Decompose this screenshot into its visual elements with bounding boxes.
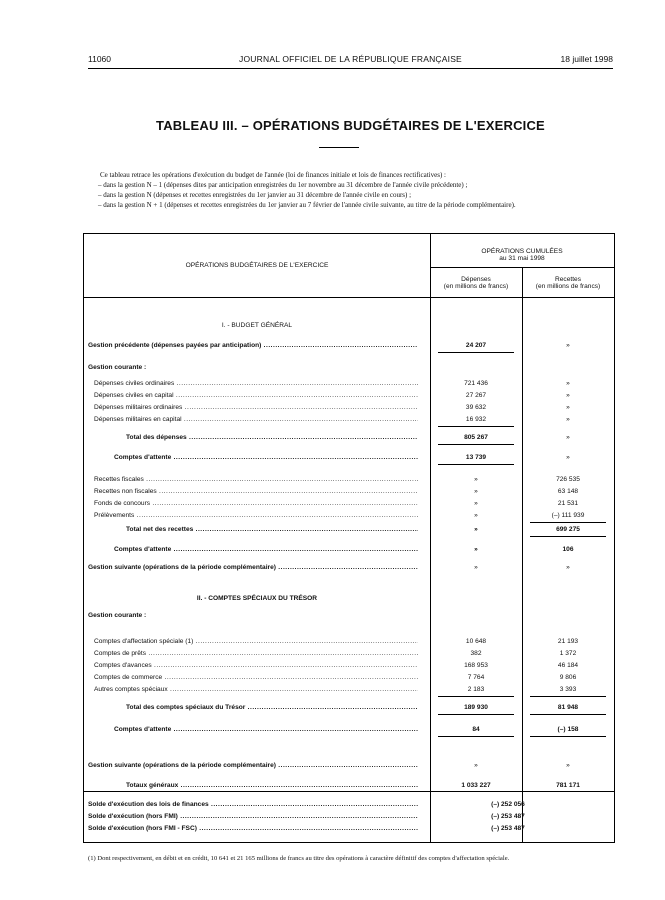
cell-solde: (–) 253 487 [491, 813, 525, 820]
cell-recettes: » [566, 342, 570, 349]
row-label: Gestion suivante (opérations de la période complémentaire) ..... [88, 762, 418, 770]
cell-recettes: 106 [562, 546, 574, 553]
cell-depenses: » [474, 488, 478, 495]
underline [438, 696, 514, 697]
row-label: Comptes de commerce ..... [94, 674, 418, 682]
cell-depenses: » [474, 564, 478, 571]
row-label: Comptes d'attente ..... [114, 726, 418, 734]
row-label: Comptes d'attente ..... [114, 454, 418, 462]
title-rule [319, 147, 359, 148]
cell-depenses: 721 436 [464, 380, 488, 387]
underline [438, 714, 514, 715]
row-label: Comptes d'attente ..... [114, 546, 418, 554]
underline [438, 464, 514, 465]
cell-recettes: » [566, 564, 570, 571]
intro-item: – dans la gestion N – 1 (dépenses dites par anticipation enregistrées du 1er novembre au 31 décembre de l'année civile précédente) ; [98, 181, 468, 189]
column-divider [522, 268, 523, 842]
cell-recettes: » [566, 404, 570, 411]
cell-depenses: 189 930 [464, 704, 488, 711]
cell-recettes: (–) 111 939 [551, 512, 585, 519]
cell-recettes: 1 372 [559, 650, 577, 657]
col-header-recettes-unit: (en millions de francs) [535, 283, 601, 290]
cell-recettes: 81 948 [557, 704, 579, 711]
col-header-depenses-unit: (en millions de francs) [443, 283, 509, 290]
cell-depenses: 805 267 [464, 434, 488, 441]
footnote: (1) Dont respectivement, en débit et en crédit, 10 641 et 21 165 millions de francs au titre des opérations à caractère définitif des comptes d'affectation spéciale. [88, 855, 510, 862]
totals-rule [84, 791, 614, 792]
intro-item: – dans la gestion N + 1 (dépenses et recettes enregistrées du 1er janvier au 7 février de l'année civile suivante, au titre de la période complémentaire). [98, 201, 516, 209]
cell-recettes: » [566, 454, 570, 461]
col-header-depenses: Dépenses [461, 276, 491, 283]
cell-recettes: 781 171 [556, 782, 580, 789]
underline [530, 736, 606, 737]
row-label: Totaux généraux ..... [126, 782, 418, 790]
section-title: II. - COMPTES SPÉCIAUX DU TRÉSOR [196, 595, 318, 602]
underline [438, 736, 514, 737]
col-header-group: OPÉRATIONS CUMULÉES [481, 248, 563, 255]
page-title: TABLEAU III. – OPÉRATIONS BUDGÉTAIRES DE L'EXERCICE [156, 118, 545, 133]
row-label: Total des comptes spéciaux du Trésor ..... [126, 704, 418, 712]
journal-title: JOURNAL OFFICIEL DE LA RÉPUBLIQUE FRANÇAISE [239, 54, 462, 64]
underline [530, 696, 606, 697]
row-label: Fonds de concours ..... [94, 500, 418, 508]
row-label: Comptes d'affectation spéciale (1) ..... [94, 638, 418, 646]
cell-recettes: 726 535 [556, 476, 580, 483]
cell-depenses: » [474, 526, 478, 533]
row-label: Gestion courante : [88, 612, 147, 619]
issue-date: 18 juillet 1998 [560, 54, 613, 64]
cell-recettes: 9 806 [559, 674, 577, 681]
cell-recettes: » [566, 380, 570, 387]
row-label: Solde d'exécution (hors FMI - FSC) ..... [88, 825, 418, 833]
cell-solde: (–) 252 056 [491, 801, 525, 808]
cell-recettes: 21 531 [557, 500, 579, 507]
header-divider [430, 267, 614, 268]
page-number: 11060 [88, 54, 112, 64]
underline [530, 536, 606, 537]
cell-depenses: 16 932 [465, 416, 487, 423]
cell-recettes: 63 148 [557, 488, 579, 495]
underline [530, 714, 606, 715]
underline [438, 426, 514, 427]
cell-depenses: 24 207 [465, 342, 487, 349]
cell-depenses: » [474, 546, 478, 553]
row-label: Gestion suivante (opérations de la période complémentaire) ..... [88, 564, 418, 572]
cell-recettes: » [566, 434, 570, 441]
section-title: I. - BUDGET GÉNÉRAL [221, 322, 293, 329]
row-label: Total des dépenses ..... [126, 434, 418, 442]
cell-recettes: » [566, 416, 570, 423]
row-label: Recettes fiscales ..... [94, 476, 418, 484]
cell-depenses: » [474, 512, 478, 519]
row-label: Solde d'exécution (hors FMI) ..... [88, 813, 418, 821]
row-label: Prélèvements ..... [94, 512, 418, 520]
cell-depenses: » [474, 500, 478, 507]
underline [438, 444, 514, 445]
row-label: Dépenses civiles en capital ..... [94, 392, 418, 400]
cell-solde: (–) 253 487 [491, 825, 525, 832]
cell-recettes: 3 393 [559, 686, 577, 693]
row-label: Gestion précédente (dépenses payées par anticipation) ..... [88, 342, 418, 350]
cell-depenses: 7 764 [467, 674, 485, 681]
intro-lead: Ce tableau retrace les opérations d'exécution du budget de l'année (loi de finances initiale et lois de finances rectificatives) : [100, 171, 446, 179]
row-label: Solde d'exécution des lois de finances ..... [88, 801, 418, 809]
budget-table [83, 233, 615, 843]
cell-depenses: » [474, 762, 478, 769]
cell-recettes: 46 184 [557, 662, 579, 669]
row-label: Comptes d'avances ..... [94, 662, 418, 670]
col-header-recettes: Recettes [554, 276, 582, 283]
cell-recettes: (–) 158 [557, 726, 579, 733]
cell-depenses: 1 033 227 [461, 782, 491, 789]
row-label: Recettes non fiscales ..... [94, 488, 418, 496]
row-label: Dépenses militaires ordinaires ..... [94, 404, 418, 412]
row-label: Comptes de prêts ..... [94, 650, 418, 658]
cell-depenses: 2 183 [467, 686, 485, 693]
row-label: Gestion courante : [88, 364, 147, 371]
intro-text [88, 170, 613, 210]
cell-recettes: » [566, 762, 570, 769]
cell-depenses: 10 648 [465, 638, 487, 645]
cell-depenses: 168 953 [464, 662, 488, 669]
cell-depenses: 382 [470, 650, 482, 657]
cell-depenses: » [474, 476, 478, 483]
row-label: Total net des recettes ..... [126, 526, 418, 534]
row-label: Dépenses civiles ordinaires ..... [94, 380, 418, 388]
cell-depenses: 84 [472, 726, 480, 733]
col-header-operations: OPÉRATIONS BUDGÉTAIRES DE L'EXERCICE [185, 262, 329, 269]
row-label: Dépenses militaires en capital ..... [94, 416, 418, 424]
cell-recettes: 21 193 [557, 638, 579, 645]
col-header-group-sub: au 31 mai 1998 [499, 255, 545, 262]
cell-recettes: » [566, 392, 570, 399]
cell-recettes: 699 275 [556, 526, 580, 533]
cell-depenses: 27 267 [465, 392, 487, 399]
header-bottom-rule [84, 297, 614, 298]
underline [530, 522, 606, 523]
cell-depenses: 39 632 [465, 404, 487, 411]
row-label: Autres comptes spéciaux ..... [94, 686, 418, 694]
page-header [88, 54, 613, 69]
underline [438, 352, 514, 353]
column-divider [430, 234, 431, 842]
intro-item: – dans la gestion N (dépenses et recettes enregistrées du 1er janvier au 31 décembre de l'année civile en cours) ; [98, 191, 412, 199]
cell-depenses: 13 739 [465, 454, 487, 461]
